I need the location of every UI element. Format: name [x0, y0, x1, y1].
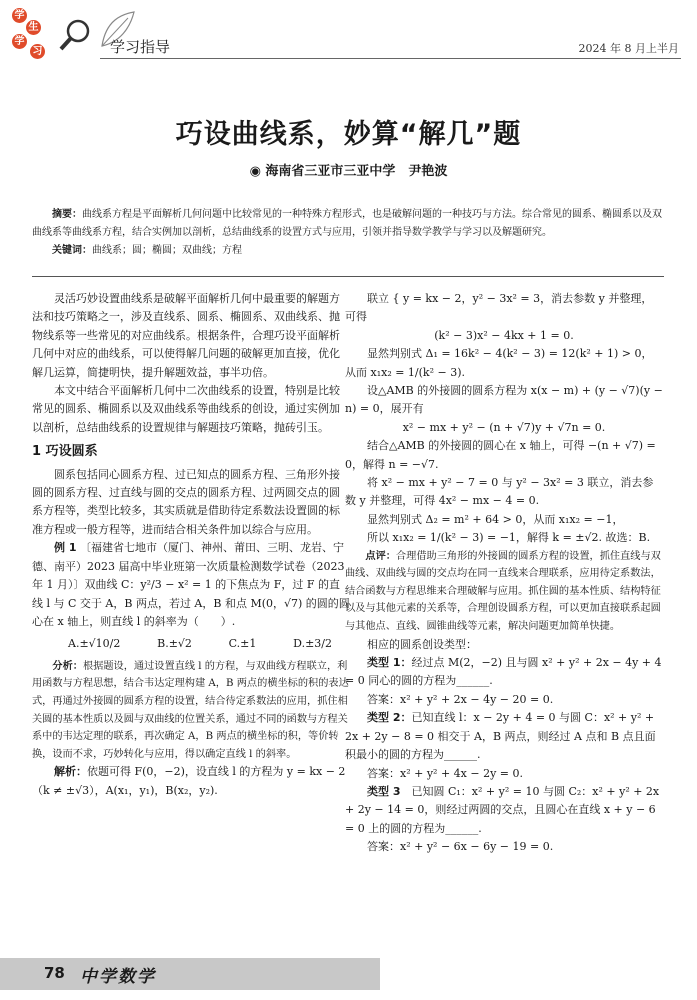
type-2-text: 已知直线 l：x − 2y + 4 = 0 与圆 C：x² + y² + 2x + 2y − 8 = 0 相交于 A，B 两点，则经过 A 点和 B 点且面积最小的圆的方程为______. [345, 711, 656, 762]
right-column [345, 290, 663, 857]
type-3-label: 类型 3 [367, 784, 401, 798]
page-footer [0, 958, 697, 990]
solution-line-3: 显然判别式 Δ₁ = 16k² − 4(k² − 3) = 12(k² + 1) > 0，从而 x₁x₂ = 1/(k² − 3). [345, 347, 653, 379]
type-1-paragraph [345, 654, 663, 691]
abstract-label: 摘要： [52, 209, 82, 220]
column-name: 学习指导 [110, 38, 171, 56]
type-1-label: 类型 1： [367, 656, 412, 670]
example-paragraph [32, 539, 350, 631]
solution-line-8: 显然判别式 Δ₂ = m² + 64 > 0，从而 x₁x₂ = −1， [367, 512, 624, 526]
example-label: 例 1 [54, 541, 77, 555]
header-rule [100, 58, 681, 59]
option-b: B.±√2 [157, 637, 192, 651]
article-author: ◉ 海南省三亚市三亚中学 尹艳波 [249, 164, 448, 179]
option-d: D.±3/2 [293, 637, 332, 651]
option-c: C.±1 [228, 637, 257, 651]
comment-label: 点评： [365, 550, 396, 562]
solution-line-1: 联立 { y = kx − 2，y² − 3x² = 3，消去参数 y 并整理，可得 [345, 292, 653, 324]
page-number: 78 [44, 964, 65, 982]
page-header [0, 0, 697, 70]
abstract-text: 曲线系方程是平面解析几何问题中比较常见的一种特殊方程形式，也是破解问题的一种技巧与方法。综合常见的圆系、椭圆系以及双曲线系等曲线系方程，结合实例加以剖析，总结曲线系的设置方式与应用，引领并指导数学教学与学习以及解题研究。 [32, 209, 662, 238]
answer-3: 答案：x² + y² − 6x − 6y − 19 = 0. [367, 840, 554, 854]
logo-char-4: 习 [30, 44, 45, 59]
intro-paragraph-2: 本文中结合平面解析几何中二次曲线系的设置，特别是比较常见的圆系、椭圆系以及双曲线系等曲线系的创设，通过实例加以剖析，总结曲线系的设置规律与解题技巧策略，抛砖引玉。 [32, 384, 340, 434]
solution-paragraph [32, 763, 350, 800]
issue-date: 2024 年 8 月上半月 [578, 42, 679, 55]
type-1-text: 经过点 M(2，−2) 且与圆 x² + y² + 2x − 4y + 4 = 0 同心的圆的方程为______. [345, 656, 662, 688]
section-paragraph: 圆系包括同心圆系方程、过已知点的圆系方程、三角形外接圆的圆系方程、过直线与圆的交点的圆系方程、过两圆交点的圆系方程等，类型比较多，其实质就是借助待定系数法设置圆的标准方程或一般方程等，进而结合相关条件加以综合与应用。 [32, 467, 340, 536]
magnifier-icon [58, 18, 92, 52]
answer-1: 答案：x² + y² + 2x − 4y − 20 = 0. [367, 692, 554, 706]
comment-paragraph [345, 548, 663, 636]
type-2-paragraph [345, 709, 663, 764]
analysis-label: 分析： [52, 660, 83, 672]
article-title: 巧设曲线系，妙算“解几”题 [175, 119, 522, 150]
answer-options [32, 635, 350, 653]
analysis-text: 根据题设，通过设置直线 l 的方程，与双曲线方程联立，利用函数与方程思想，结合韦达定理构建 A，B 两点的横坐标的积的表达式，再通过外接圆的圆系方程的设置，结合待定系数法的应用，抓住相关圆的基本性质以及圆与双曲线的位置关系，通过不同的函数与方程关系中的韦达定理的联系，再次确定 A，B 两点的横坐标的积，等价转换，设而不求，巧妙转化与应用，得以确定直线 l 的斜率。 [32, 660, 349, 760]
type-3-paragraph [345, 783, 663, 838]
option-a: A.±√10/2 [68, 637, 121, 651]
comment-text: 合理借助三角形的外接圆的圆系方程的设置，抓住直线与双曲线、双曲线与圆的交点均在同一直线来合理联系，应用待定系数法，结合函数与方程思维来合理破解与应用。抓住圆的基本性质、结构特征以及与其他元素的关系等，合理创设圆系方程，可以更加直接联系起圆与其他点、直线、圆锥曲线等元素，解决问题更加简单快捷。 [345, 550, 661, 633]
logo-char-1: 学 [12, 8, 27, 23]
magazine-name: 中学数学 [80, 967, 156, 987]
solution-line-7: 将 x² − mx + y² − 7 = 0 与 y² − 3x² = 3 联立，消去参数 y 并整理，可得 4x² − mx − 4 = 0. [345, 476, 654, 508]
answer-2: 答案：x² + y² + 4x − 2y = 0. [367, 766, 523, 780]
left-column [32, 290, 350, 800]
keywords-label: 关键词： [52, 245, 92, 256]
analysis-paragraph [32, 658, 350, 764]
section-heading: 1 巧设圆系 [32, 444, 98, 460]
solution-line-5: x² − mx + y² − (n + √7)y + √7n = 0. [402, 420, 606, 434]
logo-char-2: 生 [26, 20, 41, 35]
intro-paragraph-1: 灵活巧妙设置曲线系是破解平面解析几何中最重要的解题方法和技巧策略之一，涉及直线系、圆系、椭圆系、双曲线系、抛物线系等一些常见的对应曲线系。根据条件，合理巧设平面解析几何中对应的曲线系，可以使得解几问题的破解更加直接，优化解几运算，简捷明快，提升解题效益，事半功倍。 [32, 292, 340, 379]
types-intro: 相应的圆系创设类型： [367, 637, 477, 651]
solution-label: 解析： [54, 765, 87, 779]
type-2-label: 类型 2： [367, 711, 412, 725]
logo-char-3: 学 [12, 34, 27, 49]
example-text: 〔福建省七地市（厦门、神州、莆田、三明、龙岩、宁德、南平）2023 届高中毕业班第一次质量检测数学试卷（2023 年 1 月）〕双曲线 C：y²/3 − x² = 1 的下焦点为 F，过 F 的直线 l 与 C 交于 A，B 两点，若过 A，B 和点 M(0，√7) 的圆的圆心在 x 轴上，则直线 l 的斜率为（ ）. [32, 541, 350, 628]
keywords-text: 曲线系；圆；椭圆；双曲线；方程 [92, 245, 242, 256]
solution-text: 依题可得 F(0，−2)，设直线 l 的方程为 y = kx − 2（k ≠ ±√3），A(x₁，y₁)，B(x₂，y₂). [32, 765, 346, 797]
abstract-block [32, 206, 662, 260]
solution-line-4: 设△AMB 的外接圆的圆系方程为 x(x − m) + (y − √7)(y − n) = 0，展开有 [345, 384, 663, 416]
solution-line-2: (k² − 3)x² − 4kx + 1 = 0. [434, 328, 574, 342]
solution-line-6: 结合△AMB 的外接圆的圆心在 x 轴上，可得 −(n + √7) = 0，解得 n = −√7. [345, 439, 656, 471]
abstract-rule [32, 276, 664, 277]
solution-line-9: 所以 x₁x₂ = 1/(k² − 3) = −1，解得 k = ±√2. 故选：B. [367, 531, 651, 545]
type-3-text: 已知圆 C₁：x² + y² = 10 与圆 C₂：x² + y² + 2x + 2y − 14 = 0，则经过两圆的交点，且圆心在直线 x + y − 6 = 0 上的圆的方程为______. [345, 784, 660, 835]
